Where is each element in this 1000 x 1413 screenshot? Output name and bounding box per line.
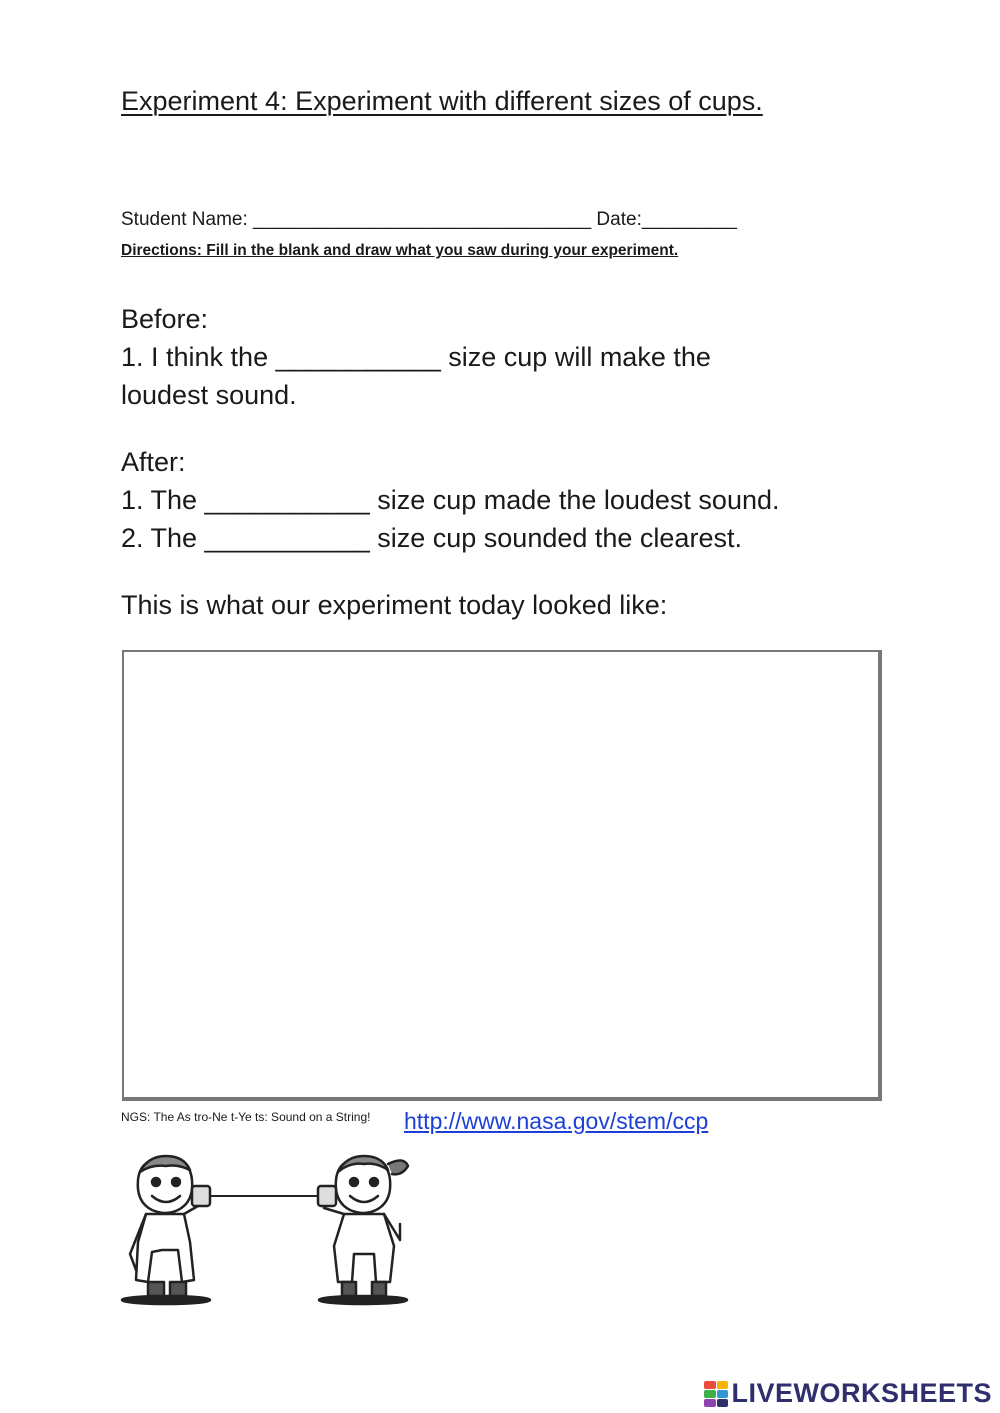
- liveworksheets-logo-text: LIVEWORKSHEETS: [731, 1378, 992, 1408]
- liveworksheets-logo-icon: [704, 1381, 728, 1407]
- after-heading: After:: [121, 447, 186, 477]
- kids-tin-can-phone-illustration: [118, 1150, 418, 1310]
- after-question-1[interactable]: 1. The ___________ size cup made the loudest sound.: [121, 485, 780, 515]
- before-question-line-2: loudest sound.: [121, 380, 297, 410]
- before-heading: Before:: [121, 304, 209, 334]
- student-name-date-line[interactable]: Student Name: ________________________________ Date:_________: [121, 209, 737, 230]
- worksheet-title: Experiment 4: Experiment with different sizes of cups.: [121, 86, 763, 116]
- nasa-link[interactable]: http://www.nasa.gov/stem/ccp: [404, 1108, 709, 1134]
- ngs-credit: NGS: The As tro-Ne t-Ye ts: Sound on a String!: [121, 1110, 371, 1124]
- before-question-line-1[interactable]: 1. I think the ___________ size cup will make the: [121, 342, 711, 372]
- directions: Directions: Fill in the blank and draw what you saw during your experiment.: [121, 242, 679, 259]
- drawing-prompt: This is what our experiment today looked like:: [121, 590, 668, 620]
- liveworksheets-logo: [704, 1378, 992, 1409]
- drawing-box[interactable]: [122, 650, 882, 1101]
- after-question-2[interactable]: 2. The ___________ size cup sounded the clearest.: [121, 523, 742, 553]
